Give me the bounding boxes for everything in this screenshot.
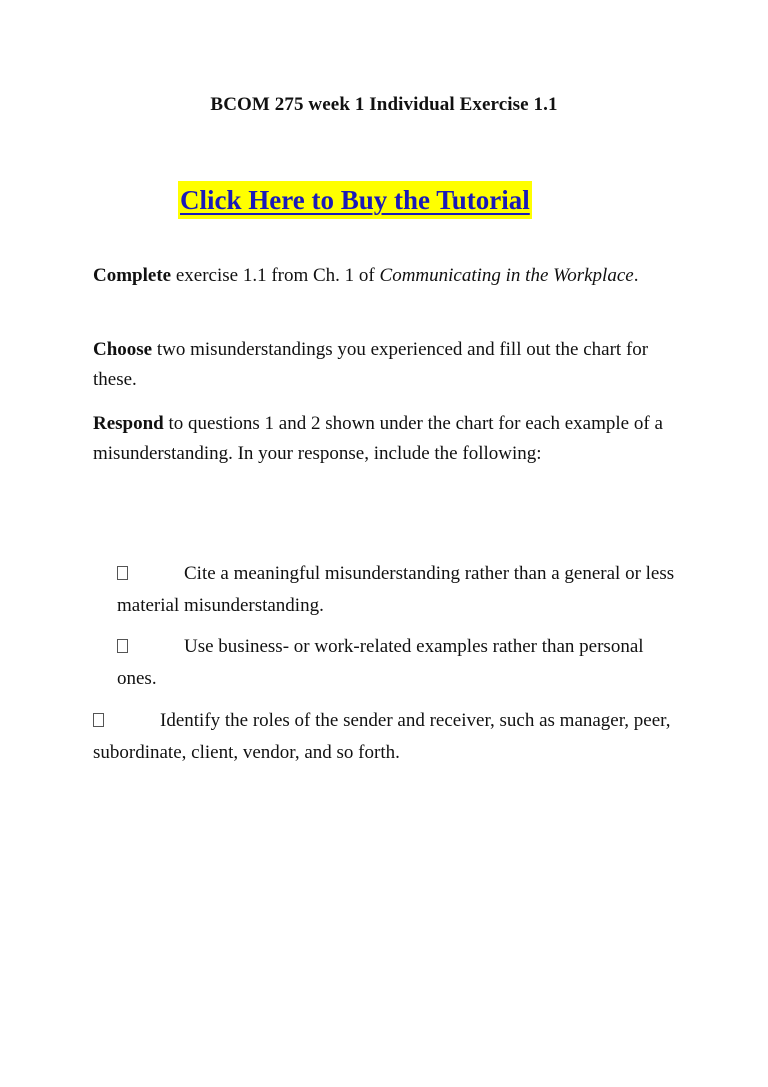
bullet-item <box>117 631 677 695</box>
missing-glyph-box-icon <box>117 566 128 580</box>
document-title: BCOM 275 week 1 Individual Exercise 1.1 <box>210 94 558 115</box>
paragraph-lead: Choose <box>93 339 153 360</box>
missing-glyph-box-icon <box>117 639 128 653</box>
bullet-text: Cite a meaningful misunderstanding rather than a general or less material misunderstanding. <box>117 563 675 616</box>
paragraph-choose <box>93 335 683 395</box>
missing-glyph-box-icon <box>93 713 104 727</box>
paragraph-text: to questions 1 and 2 shown under the chart for each example of a misunderstanding. In your response, include the following: <box>93 413 663 464</box>
paragraph-text: exercise 1.1 from Ch. 1 of <box>171 265 380 286</box>
bullet-item <box>93 705 683 769</box>
buy-tutorial-link[interactable]: Click Here to Buy the Tutorial <box>180 185 530 215</box>
paragraph-text: two misunderstandings you experienced and fill out the chart for these. <box>93 339 649 390</box>
bullet-text: Use business- or work-related examples rather than personal ones. <box>117 636 644 689</box>
paragraph-text-end: . <box>633 265 639 286</box>
paragraph-respond <box>93 409 683 469</box>
book-title: Communicating in the Workplace <box>379 265 634 286</box>
paragraph-lead: Respond <box>93 413 164 434</box>
paragraph-complete <box>93 261 683 291</box>
link-highlight <box>178 181 532 219</box>
bullet-item <box>117 558 677 622</box>
paragraph-lead: Complete <box>93 265 172 286</box>
bullet-text: Identify the roles of the sender and receiver, such as manager, peer, subordinate, client, vendor, and so forth. <box>93 710 671 763</box>
